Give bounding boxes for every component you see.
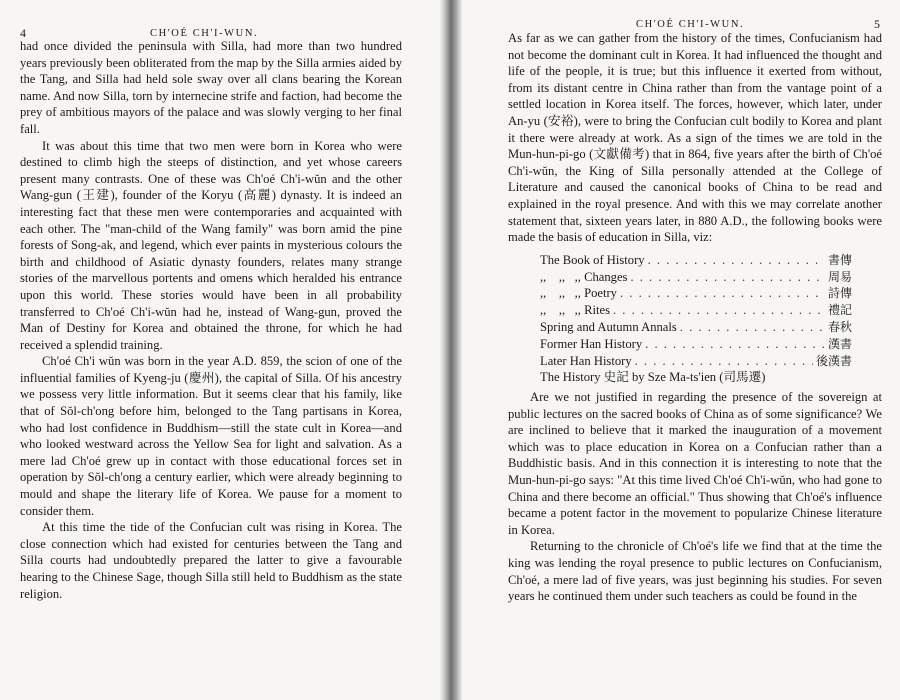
book-list-item (540, 353, 852, 370)
leader-dots (648, 252, 825, 269)
book-characters: 詩傳 (827, 286, 852, 301)
book-characters: 周易 (827, 269, 852, 284)
book-list-item (540, 269, 852, 286)
right-running-head: CH'OÉ CH'I-WUN. (636, 19, 745, 30)
book-title: ,, ,, ,, Changes (540, 269, 628, 284)
paragraph: Ch'oé Ch'i wŭn was born in the year A.D. 859, the scion of one of the influential families of Kyeng-ju (慶州), the capital of Silla. Of his ancestry we possess very little information. But it seems clear that his family, like that of Sŏl-ch'ong before him, belonged to the Tang partisans in Korea, who had lost confidence in Buddhism—still the state cult in Korea—and who looked westward across the Yellow Sea for light and salvation. As a mere lad Ch'oé grew up in contact with those educational forces set in operation by Sŏl-ch'ong a century earlier, which were already beginning to mould and shape the literary life of Korea. We pause for a moment to consider them. (20, 354, 402, 518)
left-page-number: 4 (20, 26, 26, 40)
paragraph: At this time the tide of the Confucian cult was rising in Korea. The close connection which had existed for centuries between the Tang and Silla courts had undoubtedly prepared the latter to give a favourable hearing to the Chinese Sage, though Silla still held to Buddhism as the state religion. (20, 520, 402, 601)
left-running-head: CH'OÉ CH'I-WUN. (150, 28, 259, 39)
book-title: Spring and Autumn Annals (540, 319, 677, 334)
leader-dots (620, 285, 825, 302)
book-list (540, 252, 852, 386)
book-list-item (540, 336, 852, 353)
book-list-item (540, 302, 852, 319)
book-title: ,, ,, ,, Rites (540, 303, 610, 318)
left-page-body (14, 38, 432, 602)
book-characters: 書傳 (827, 252, 852, 267)
book-characters: 禮記 (827, 303, 852, 318)
right-page (506, 0, 882, 700)
book-title: Later Han History (540, 353, 632, 368)
book-characters: 後漢書 (815, 353, 852, 368)
book-gutter (440, 0, 462, 700)
right-page-body (506, 30, 882, 605)
book-title: ,, ,, ,, Poetry (540, 286, 617, 301)
paragraph: It was about this time that two men were born in Korea who were destined to climb high the steeps of distinction, and yet whose careers present many contrasts. One of these was Ch'oé Ch'i-wŭn and the other Wang-gun (王建), founder of the Koryu (高麗) dynasty. It is indeed an interesting fact that these men were contemporaries and acquainted with each other. The "man-child of the Wang family" was born amid the pine forests of Song-ak, and legend, which ever paints in mysterious colours the birth and childhood of Asiatic dynasty founders, relates many strange stories of the marvellous portents and omens which heralded his entrance upon this world. These stories would have been in all probability transferred to Ch'oé Ch'i-wŭn had he, instead of Wang-gun, proved the Man of Destiny for Korea and obtained the throne, for which he had received a splendid training. (20, 138, 402, 352)
book-list-item (540, 319, 852, 336)
paragraph: As far as we can gather from the history of the times, Confucianism had not become the dominant cult in Korea. It had influenced the thought and life of the people, it is true; but this influence it exerted from without, from its distant centre in China rather than from the vantage point of a settled location in Korea itself. The forces, however, which later, under An-yu (安裕), were to bring the Confucian cult bodily to Korea and plant it there were already at work. As a sign of the times we are told in the Mun-hun-pi-go (文獻備考) that in 864, five years after the birth of Ch'oé Ch'i-wŭn, the King of Silla personally attended at the College of Literature and caused the canonical books of China to be read and explained in the royal presence. And with this we may correlate another statement that, sixteen years later, in 880 A.D., the following books were made the basis of education in Silla, viz: (508, 31, 882, 245)
paragraph: Are we not justified in regarding the presence of the sovereign at public lectures on the sacred books of China as of some significance? We are inclined to believe that it marked the inauguration of a movement which was to place education in Korea on a Confucian rather than a Buddhistic basis. And in this connection it is interesting to note that the Mun-hun-pi-go says: "At this time lived Ch'oé Ch'i-wŭn, who had gone to China and there become an official." Thus showing that Ch'oé's influence became a potent factor in the movement to popularize Chinese literature in Korea. (508, 390, 882, 537)
book-list-item (540, 285, 852, 302)
left-page (14, 0, 432, 700)
left-page-header (14, 22, 432, 42)
leader-dots (613, 302, 825, 319)
book-list-item (540, 252, 852, 269)
leader-dots (645, 336, 825, 353)
leader-dots (630, 269, 825, 286)
book-title: The Book of History (540, 252, 645, 267)
book-title: The History 史記 by Sze Ma-ts'ien (司馬遷) (540, 370, 766, 385)
right-page-header (506, 17, 882, 42)
paragraph: Returning to the chronicle of Ch'oé's life we find that at the time the king was lending the royal presence to public lectures on Confucianism, Ch'oé, a mere lad of five years, was just beginning his studies. For seven years he continued them under such teachers as could be found in the (508, 539, 882, 604)
book-list-item (540, 369, 852, 386)
paragraph: had once divided the peninsula with Silla, had more than two hundred years previously been obliterated from the map by the Silla armies aided by the Tang, and Silla had held sole sway over all clans bearing the Korean name. And now Silla, torn by internecine strife and faction, had become the prey of ambitious mayors of the palace and was slowly verging to her final fall. (20, 39, 402, 136)
leader-dots (635, 353, 813, 370)
right-page-number: 5 (874, 17, 880, 31)
book-characters: 春秋 (827, 319, 852, 334)
leader-dots (680, 319, 825, 336)
book-title: Former Han History (540, 336, 643, 351)
book-characters: 漢書 (827, 336, 852, 351)
